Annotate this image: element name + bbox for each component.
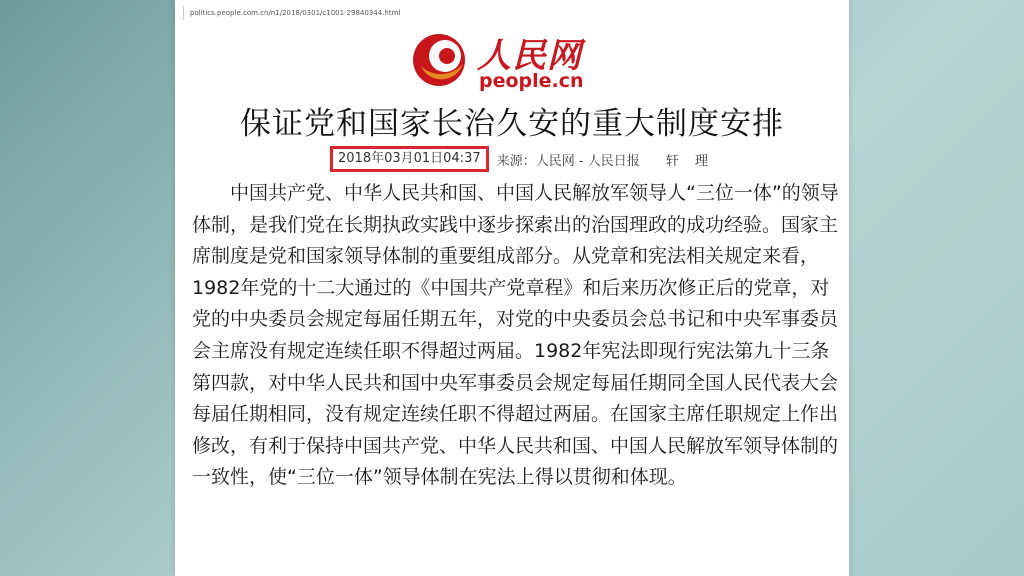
article-page [175, 0, 849, 576]
people-logo-icon [407, 26, 471, 90]
logo-english-text: people.cn [479, 70, 584, 92]
article-paragraph: 中国共产党、中华人民共和国、中国人民解放军领导人“三位一体”的领导体制，是我们党在长期执政实践中逐步探索出的治国理政的成功经验。国家主席制度是党和国家领导体制的重要组成部分。从党章和宪法相关规定来看，1982年党的十二大通过的《中国共产党章程》和后来历次修正后的党章，对党的中央委员会规定每届任期五年，对党的中央委员会总书记和中央军事委员会主席没有规定连续任职不得超过两届。1982年宪法即现行宪法第九十三条第四款，对中华人民共和国中央军事委员会规定每届任期同全国人民代表大会每届任期相同，没有规定连续任职不得超过两届。在国家主席任职规定上作出修改，有利于保持中国共产党、中华人民共和国、中国人民解放军领导体制的一致性，使“三位一体”领导体制在宪法上得以贯彻和体现。 [192, 182, 839, 489]
address-bar[interactable]: politics.people.com.cn/n1/2018/0301/c1001-29840344.html [183, 6, 400, 20]
publish-date: 2018年03月01日04:37 [330, 146, 489, 172]
article-author: 轩 理 [665, 153, 715, 169]
article-body [192, 178, 842, 494]
article-title: 保证党和国家长治久安的重大制度安排 [240, 106, 784, 142]
logo-chinese-text: 人民网 [477, 36, 582, 76]
article-source[interactable]: 来源：人民网 - 人民日报 [496, 153, 640, 169]
article-meta [330, 146, 714, 174]
site-logo[interactable] [407, 24, 607, 94]
